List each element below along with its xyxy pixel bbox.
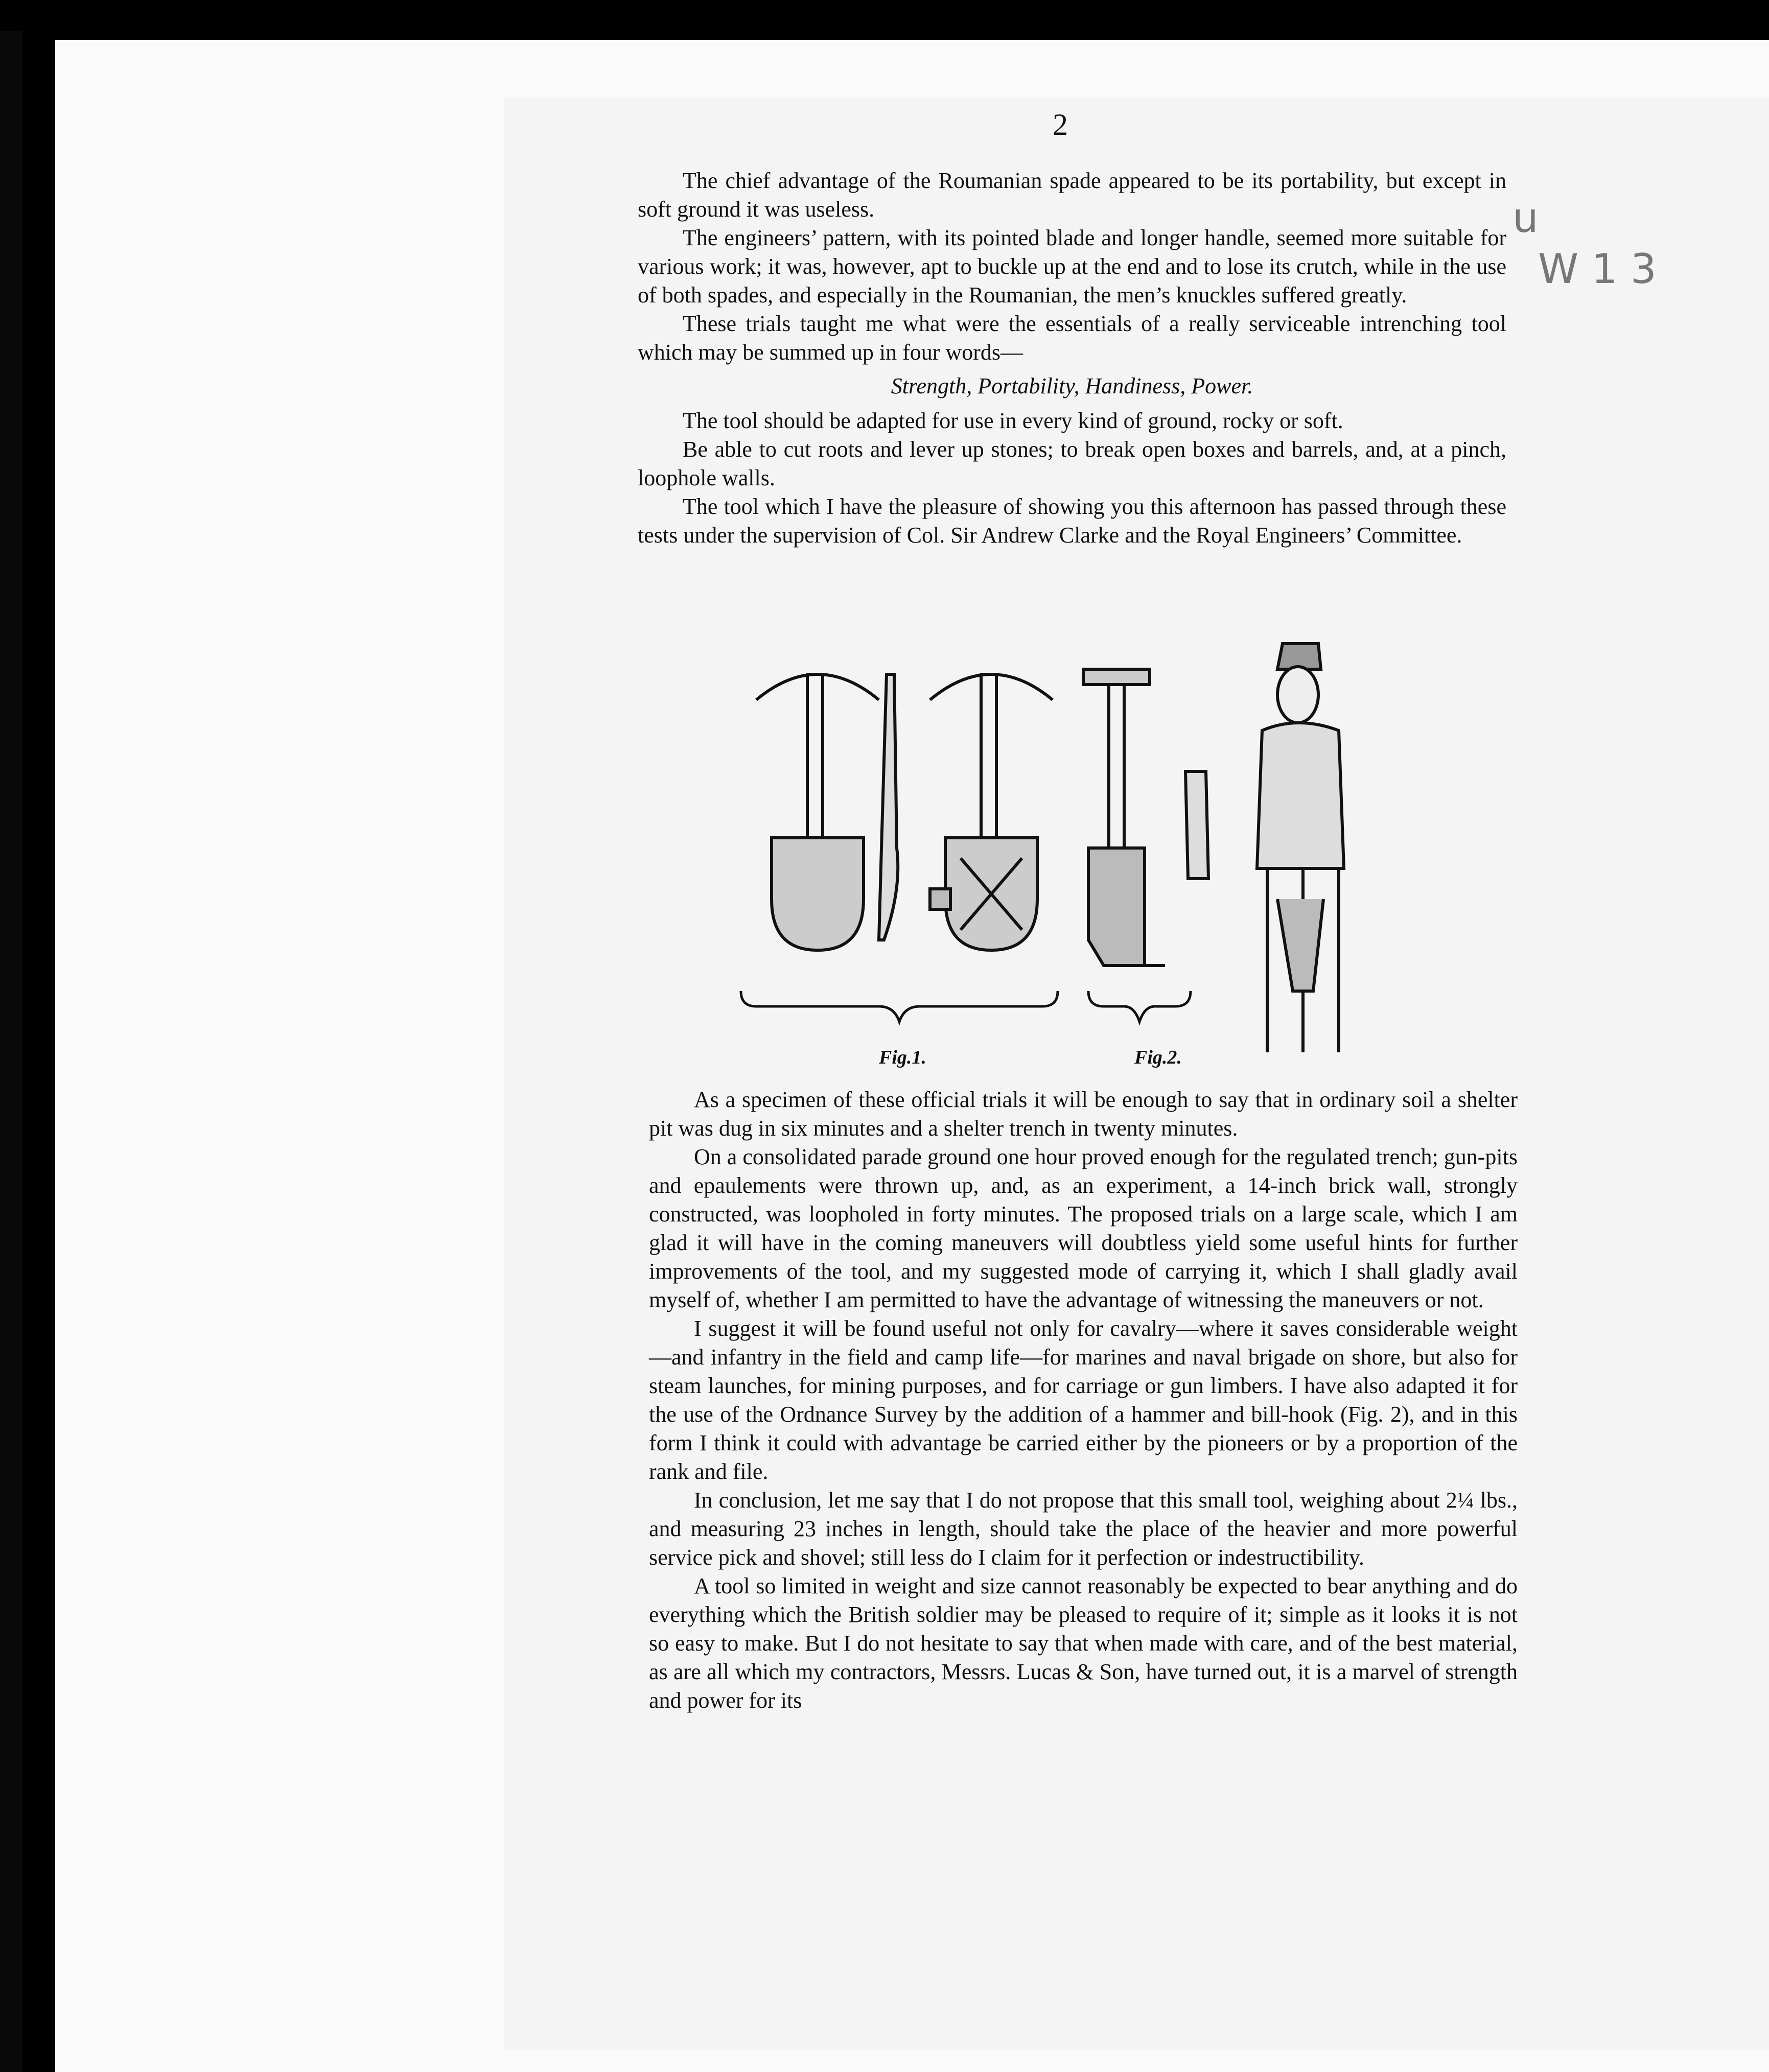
- bottom-text-block: [649, 1086, 1518, 1715]
- fig2-caption: Fig.2.: [1134, 1047, 1182, 1068]
- paragraph: The tool which I have the pleasure of showing you this afternoon has passed through these tests under the supervision of Col. Sir Andrew Clarke and the Royal Engineers’ Committee.: [638, 494, 1506, 548]
- scan-left-border: [0, 31, 22, 2072]
- spade-back-illustration: [930, 674, 1053, 950]
- page-number: 2: [1053, 108, 1068, 142]
- spade-front-illustration: [756, 674, 879, 950]
- paragraph: The chief advantage of the Roumanian spade appeared to be its portability, but except in soft ground it was useless.: [638, 168, 1506, 222]
- paragraph: The tool should be adapted for use in every kind of ground, rocky or soft.: [683, 408, 1343, 433]
- paragraph: On a consolidated parade ground one hour proved enough for the regulated trench; gun-pits and epaulements were thrown up, and, as an experiment, a 14-inch brick wall, strongly constructed, was loopholed in forty minutes. The proposed trials on a large scale, which I am glad it will have in the coming maneuvers will doubtless yield some useful hints for further improvements of the tool, and my suggested mode of carrying it, which I shall gladly avail myself of, whether I am permitted to have the advantage of witnessing the maneuvers or not.: [649, 1144, 1518, 1312]
- carrying-case-illustration: [1185, 771, 1208, 879]
- paragraph: I suggest it will be found useful not only for cavalry—where it saves considerable weight—and infantry in the field and camp life—for marines and naval brigade on shore, but also for steam launches, for mining purposes, and for carriage or gun limbers. I have also adapted it for the use of the Ordnance Survey by the addition of a hammer and bill-hook (Fig. 2), and in this form I think it could with advantage be carried either by the pioneers or by a proportion of the rank and file.: [649, 1316, 1518, 1484]
- tool-illustrations: [726, 633, 1390, 1073]
- fig1-caption: Fig.1.: [879, 1047, 926, 1068]
- essentials-line: Strength, Portability, Handiness, Power.: [891, 373, 1253, 398]
- scan-top-border: [0, 0, 1769, 40]
- spade-side-illustration: [879, 674, 898, 940]
- paragraph: The engineers’ pattern, with its pointed blade and longer handle, seemed more suitable for various work; it was, however, apt to buckle up at the end and to lose its crutch, while in the use of both spades, and especially in the Roumanian, the men’s knuckles suffered greatly.: [638, 225, 1506, 308]
- paragraph: As a specimen of these official trials it will be enough to say that in ordinary soil a shelter pit was dug in six minutes and a shelter trench in twenty minutes.: [649, 1087, 1518, 1141]
- paragraph: In conclusion, let me say that I do not propose that this small tool, weighing about 2¼ lbs., and measuring 23 inches in length, should take the place of the heavier and more powerful service pick and shovel; still less do I claim for it perfection or indestructibility.: [649, 1488, 1518, 1570]
- soldier-illustration: [1257, 644, 1344, 1052]
- paragraph: These trials taught me what were the essentials of a really serviceable intrenching tool which may be summed up in four words—: [638, 311, 1506, 365]
- hammer-billhook-illustration: [1083, 669, 1165, 966]
- paragraph: A tool so limited in weight and size cannot reasonably be expected to bear anything and do everything which the British soldier may be pleased to require of it; simple as it looks it is not so easy to make. But I do not hesitate to say that when made with care, and of the best material, as are all which my contractors, Messrs. Lucas & Son, have turned out, it is a marvel of strength and power for its: [649, 1573, 1518, 1713]
- margin-note-2: W 1 3: [1538, 245, 1657, 293]
- margin-note-1: u: [1512, 194, 1539, 242]
- top-text-block: [638, 167, 1506, 550]
- paragraph: Be able to cut roots and lever up stones; to break open boxes and barrels, and, at a pinch, loophole walls.: [638, 437, 1506, 490]
